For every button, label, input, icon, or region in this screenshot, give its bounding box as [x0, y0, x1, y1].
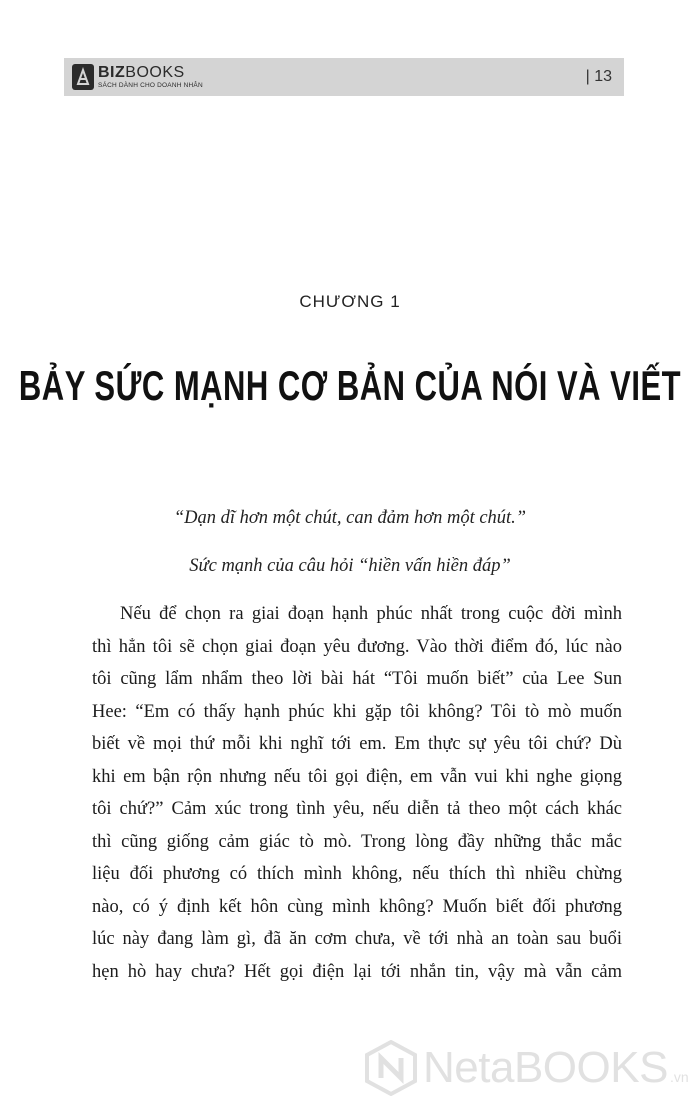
body-line: liệu đối phương có thích mình không, nếu thích thì nhiều chừng [92, 864, 622, 884]
body-line: biết về mọi thứ mỗi khi nghĩ tới em. Em thực sự yêu tôi chứ? Dù [92, 734, 622, 754]
publisher-logo [72, 62, 203, 92]
body-line: thì hẳn tôi sẽ chọn giai đoạn yêu đương. Vào thời điểm đó, lúc nào [92, 636, 622, 657]
watermark-suffix: .vn [669, 1069, 689, 1085]
netabooks-watermark [365, 1040, 689, 1096]
logo-tagline: SÁCH DÀNH CHO DOANH NHÂN [98, 81, 203, 89]
netabooks-logo-icon [365, 1040, 417, 1096]
bizbooks-logo-icon [72, 64, 94, 90]
watermark-text: NetaBOOKS [423, 1043, 668, 1092]
body-line: lúc này đang làm gì, đã ăn cơm chưa, về tới nhà an toàn sau buổi [92, 929, 622, 949]
chapter-title: BẢY SỨC MẠNH CƠ BẢN CỦA NÓI VÀ VIẾT [18, 362, 682, 410]
body-line: Hee: “Em có thấy hạnh phúc khi gặp tôi không? Tôi tò mò muốn [92, 701, 622, 722]
body-line: tôi cũng lẩm nhẩm theo lời bài hát “Tôi muốn biết” của Lee Sun [92, 669, 622, 689]
body-line: thì cũng giống cảm giác tò mò. Trong lòng đầy những thắc mắc [92, 831, 622, 852]
body-paragraph [92, 598, 622, 988]
body-line: nào, có ý định kết hôn cùng mình không? Muốn biết đối phương [92, 896, 622, 917]
page-number: | 13 [585, 68, 612, 85]
logo-name: BIZBOOKS [98, 63, 185, 81]
chapter-label: CHƯƠNG 1 [299, 292, 401, 311]
body-line: khi em bận rộn nhưng nếu tôi gọi điện, em vẫn vui khi nghe giọng [92, 766, 622, 787]
epigraph-quote: “Dạn dĩ hơn một chút, can đảm hơn một chút.” [173, 508, 527, 528]
body-line: tôi chứ?” Cảm xúc trong tình yêu, nếu diễn tả theo một cách khác [92, 799, 622, 819]
body-line: hẹn hò hay chưa? Hết gọi điện lại tới nhắn tin, vậy mà vẫn cảm [92, 961, 622, 982]
running-header [64, 58, 624, 96]
body-line: Nếu để chọn ra giai đoạn hạnh phúc nhất trong cuộc đời mình [120, 604, 622, 624]
section-subtitle: Sức mạnh của câu hỏi “hiền vấn hiền đáp” [189, 556, 511, 576]
